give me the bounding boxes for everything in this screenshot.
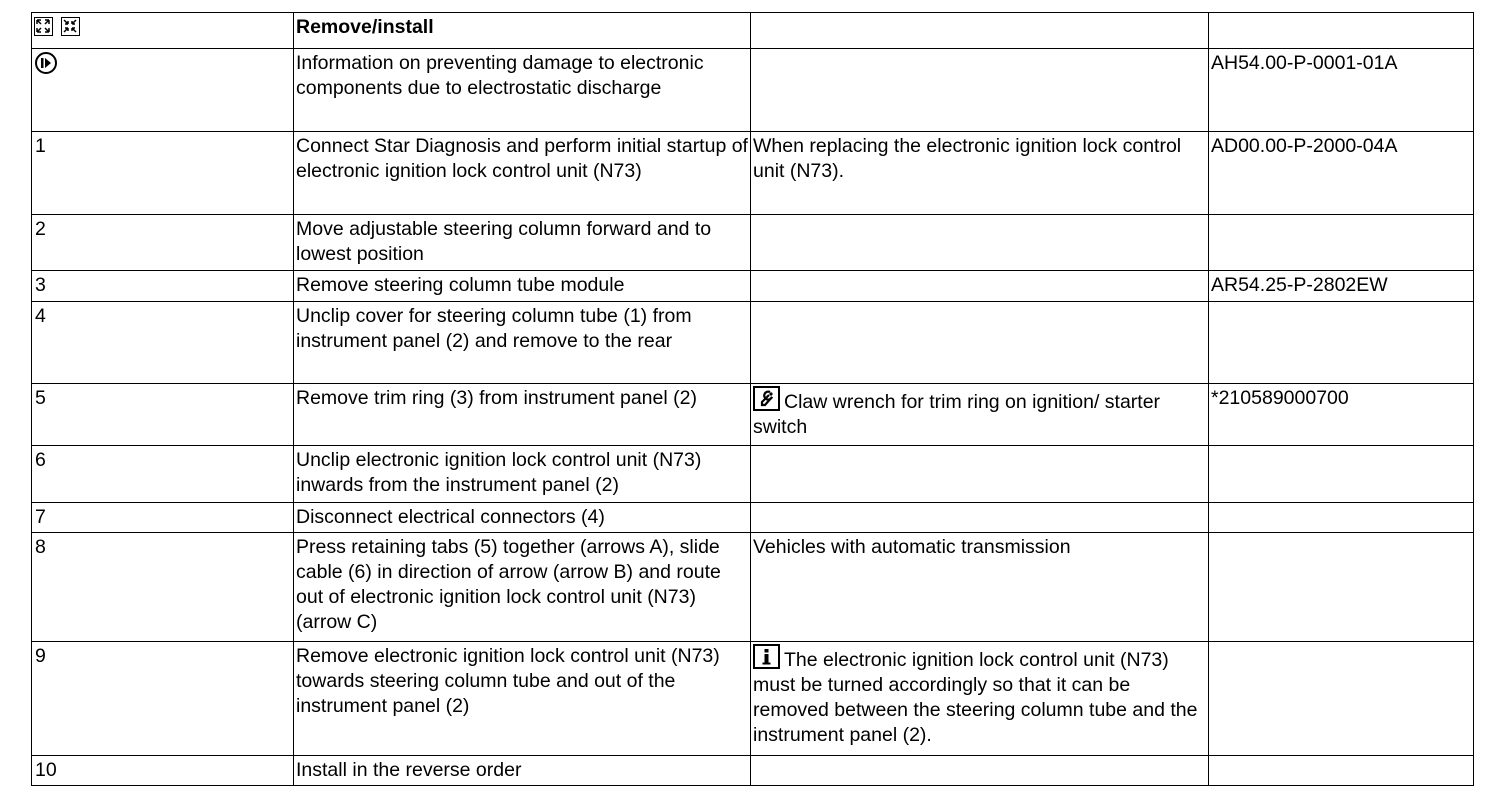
notice-icon-cell	[32, 49, 294, 132]
step-action: Remove steering column tube module	[294, 271, 751, 302]
notice-row	[32, 49, 1474, 132]
step-note: When replacing the electronic ignition lock control unit (N73).	[751, 132, 1209, 215]
table-row	[32, 446, 1474, 503]
table-row	[32, 302, 1474, 384]
step-ref	[1209, 533, 1474, 642]
expand-icon[interactable]	[34, 17, 53, 36]
table-row	[32, 132, 1474, 215]
step-action: Disconnect electrical connectors (4)	[294, 503, 751, 533]
header-icons-cell	[32, 13, 294, 49]
step-ref[interactable]: AR54.25-P-2802EW	[1209, 271, 1474, 302]
step-note	[751, 215, 1209, 271]
step-number: 9	[32, 642, 294, 756]
notice-text: Information on preventing damage to electronic components due to electrostatic discharge	[294, 49, 751, 132]
info-icon[interactable]	[753, 644, 780, 669]
table-row	[32, 384, 1474, 446]
special-tool-icon[interactable]	[753, 386, 780, 411]
table-row	[32, 533, 1474, 642]
step-number: 5	[32, 384, 294, 446]
step-number: 4	[32, 302, 294, 384]
header-row	[32, 13, 1474, 49]
step-ref[interactable]: AD00.00-P-2000-04A	[1209, 132, 1474, 215]
step-note-cell	[751, 642, 1209, 756]
header-title: Remove/install	[294, 13, 751, 49]
step-number: 2	[32, 215, 294, 271]
step-number: 3	[32, 271, 294, 302]
step-action: Remove trim ring (3) from instrument panel (2)	[294, 384, 751, 446]
step-ref	[1209, 503, 1474, 533]
notice-empty-note	[751, 49, 1209, 132]
header-empty-note	[751, 13, 1209, 49]
step-action: Connect Star Diagnosis and perform initial startup of electronic ignition lock control unit (N73)	[294, 132, 751, 215]
step-ref[interactable]: *210589000700	[1209, 384, 1474, 446]
notice-ref[interactable]: AH54.00-P-0001-01A	[1209, 49, 1474, 132]
step-action: Move adjustable steering column forward and to lowest position	[294, 215, 751, 271]
procedure-table	[31, 12, 1474, 786]
step-note: The electronic ignition lock control unit (N73) must be turned accordingly so that it can be removed between the steering column tube and the instrument panel (2).	[753, 649, 1198, 746]
step-note	[751, 503, 1209, 533]
step-note	[751, 756, 1209, 786]
step-number: 6	[32, 446, 294, 503]
table-row	[32, 271, 1474, 302]
table-row	[32, 642, 1474, 756]
step-action: Unclip cover for steering column tube (1) from instrument panel (2) and remove to the rear	[294, 302, 751, 384]
step-number: 7	[32, 503, 294, 533]
step-ref	[1209, 215, 1474, 271]
step-number: 10	[32, 756, 294, 786]
circle-arrow-icon	[34, 51, 58, 75]
table-row	[32, 756, 1474, 786]
step-action: Unclip electronic ignition lock control unit (N73) inwards from the instrument panel (2)	[294, 446, 751, 503]
step-ref	[1209, 756, 1474, 786]
step-action: Remove electronic ignition lock control unit (N73) towards steering column tube and out of the instrument panel (2)	[294, 642, 751, 756]
step-number: 1	[32, 132, 294, 215]
step-note	[751, 302, 1209, 384]
step-ref	[1209, 642, 1474, 756]
step-note-cell	[751, 384, 1209, 446]
step-note	[751, 446, 1209, 503]
header-empty-ref	[1209, 13, 1474, 49]
collapse-icon[interactable]	[61, 17, 80, 36]
step-note: Claw wrench for trim ring on ignition/ starter switch	[753, 391, 1161, 438]
step-note	[751, 271, 1209, 302]
step-ref	[1209, 302, 1474, 384]
step-note: Vehicles with automatic transmission	[751, 533, 1209, 642]
step-action: Install in the reverse order	[294, 756, 751, 786]
step-action: Press retaining tabs (5) together (arrows A), slide cable (6) in direction of arrow (arrow B) and route out of electronic ignition lock control unit (N73) (arrow C)	[294, 533, 751, 642]
step-number: 8	[32, 533, 294, 642]
table-row	[32, 215, 1474, 271]
table-row	[32, 503, 1474, 533]
step-ref	[1209, 446, 1474, 503]
